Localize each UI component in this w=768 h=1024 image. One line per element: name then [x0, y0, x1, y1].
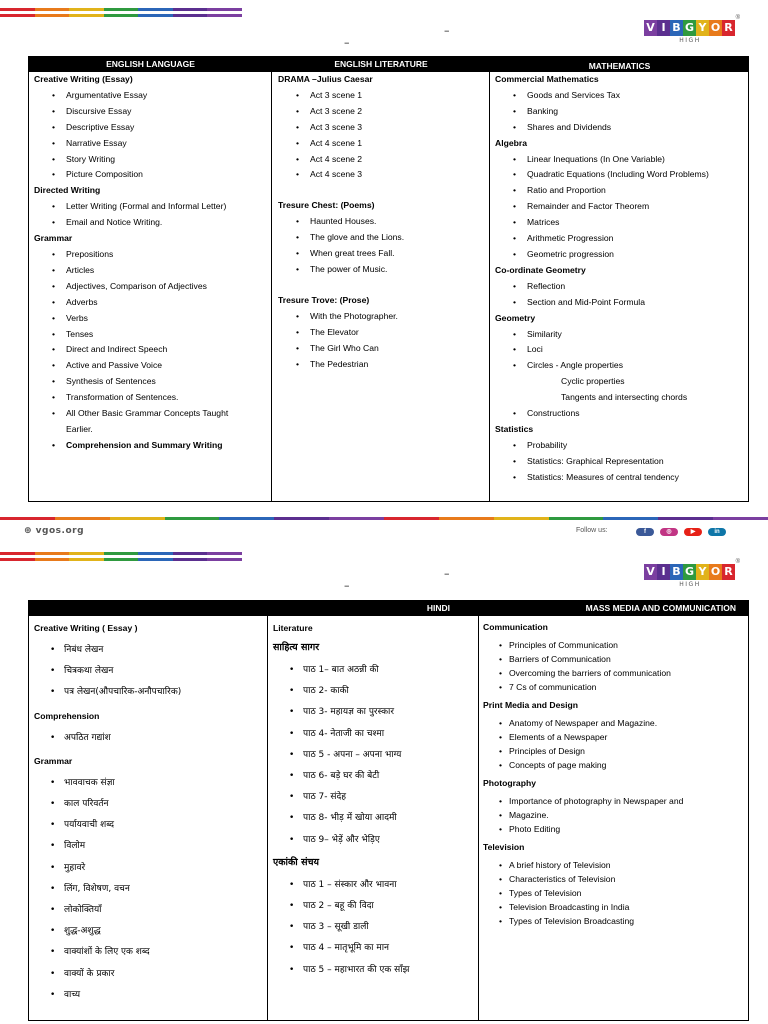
stripe-segment	[173, 558, 208, 561]
list-item: • पाठ 8- भीड़ में खोया आदमी	[273, 808, 477, 829]
list-item: • Discursive Essay	[34, 104, 270, 120]
hindi-column	[34, 616, 264, 1006]
section-heading: Algebra	[495, 137, 527, 148]
stripe-segment	[104, 552, 139, 555]
stripe-segment	[104, 14, 139, 17]
vibgyor-logo: V I B G Y O R HIGH ®	[644, 564, 736, 594]
list-item: • वाक्यों के प्रकार	[34, 964, 264, 985]
list-item: • शुद्ध-अशुद्ध	[34, 921, 264, 942]
stripe-segment	[35, 8, 70, 11]
list-item: • Principles of Design	[483, 744, 745, 758]
list-item: • Haunted Houses.	[278, 214, 488, 230]
list-item: • पत्र लेखन(औपचारिक-अनौपचारिक)	[34, 682, 264, 703]
list-item: • Quadratic Equations (Including Word Problems)	[495, 167, 747, 183]
section-heading: Statistics	[495, 423, 534, 434]
bullet-list	[34, 773, 264, 1006]
syllabus-table-1	[28, 56, 749, 502]
logo-letter: V	[644, 20, 657, 36]
youtube-icon[interactable]: ▶	[684, 528, 702, 536]
list-item: • 7 Cs of communication	[483, 680, 745, 694]
stripe-segment	[549, 517, 604, 520]
syllabus-table-2	[28, 600, 749, 1021]
list-item: • The Girl Who Can	[278, 341, 488, 357]
list-item: • Similarity	[495, 327, 747, 343]
list-item: • पाठ 1– बात अठन्नी की	[273, 660, 477, 681]
stripe-segment	[0, 14, 35, 17]
list-item: • Argumentative Essay	[34, 88, 270, 104]
list-item: • Importance of photography in Newspaper and	[483, 794, 745, 808]
logo-letter: G	[684, 565, 695, 578]
list-item: • Statistics: Graphical Representation	[495, 454, 747, 470]
mass-media-column	[483, 616, 745, 928]
stripe-segment	[0, 558, 35, 561]
stripe-segment	[69, 14, 104, 17]
logo-letter: Y	[696, 20, 709, 36]
logo-letter: G	[684, 21, 695, 34]
list-item: • Statistics: Measures of central tendency	[495, 470, 747, 486]
stripe-segment	[207, 14, 242, 17]
stripe-segment	[110, 517, 165, 520]
list-item: • Probability	[495, 438, 747, 454]
logo-letter: R	[722, 564, 735, 580]
list-item: • Ratio and Proportion	[495, 183, 747, 199]
list-item: • वाक्यांशों के लिए एक शब्द	[34, 942, 264, 963]
logo-letter: R	[722, 20, 735, 36]
list-item: • Circles - Angle properties	[495, 358, 747, 374]
bottom-stripe	[0, 517, 768, 520]
list-item: • पाठ 1 – संस्कार और भावना	[273, 875, 477, 896]
list-item: • When great trees Fall.	[278, 246, 488, 262]
logo-letter: B	[670, 20, 683, 36]
list-item: • निबंध लेखन	[34, 640, 264, 661]
list-item: • A brief history of Television	[483, 858, 745, 872]
list-item: • Reflection	[495, 279, 747, 295]
bullet-list	[278, 88, 488, 183]
list-item: • पर्यायवाची शब्द	[34, 815, 264, 836]
list-item: • Act 4 scene 3	[278, 167, 488, 183]
stripe-segment	[138, 8, 173, 11]
list-item: • Matrices	[495, 215, 747, 231]
stripe-segment	[207, 552, 242, 555]
list-item: • The Pedestrian	[278, 357, 488, 373]
section-heading: DRAMA –Julius Caesar	[278, 74, 373, 84]
list-item: • Shares and Dividends	[495, 120, 747, 136]
top-stripe-1	[0, 8, 242, 20]
list-item: • पाठ 5 - अपना – अपना भाग्य	[273, 745, 477, 766]
list-item: • अपठित गद्यांश	[34, 728, 264, 749]
list-item: • चित्रकथा लेखन	[34, 661, 264, 682]
section-heading: Print Media and Design	[483, 700, 579, 710]
bullet-list	[34, 640, 264, 704]
logo-letter: V	[644, 564, 657, 580]
list-item: • भाववाचक संज्ञा	[34, 773, 264, 794]
list-item: • पाठ 2 – बहू की विदा	[273, 896, 477, 917]
section-heading: Commercial Mathematics	[495, 74, 599, 84]
header-english-language: ENGLISH LANGUAGE	[106, 59, 195, 69]
bullet-list	[495, 152, 747, 263]
list-item: • Arithmetic Progression	[495, 231, 747, 247]
stripe-segment	[658, 517, 713, 520]
english-language-column	[34, 72, 270, 454]
header-dash: –	[444, 567, 450, 580]
list-item: • पाठ 4- नेताजी का चश्मा	[273, 724, 477, 745]
literature-column	[273, 616, 477, 981]
list-item: • Act 3 scene 3	[278, 120, 488, 136]
list-item: • Descriptive Essay	[34, 120, 270, 136]
list-item: • Adjectives, Comparison of Adjectives	[34, 279, 270, 295]
list-item: • Loci	[495, 342, 747, 358]
bullet-list	[273, 875, 477, 981]
stripe-segment	[138, 552, 173, 555]
list-item: • Overcoming the barriers of communication	[483, 666, 745, 680]
list-item: • पाठ 2- काकी	[273, 681, 477, 702]
list-item: • Story Writing	[34, 152, 270, 168]
spacer	[278, 183, 488, 198]
section-heading: Co-ordinate Geometry	[495, 264, 586, 275]
follow-us-label: Follow us:	[576, 527, 608, 534]
stripe-segment	[138, 14, 173, 17]
stripe-segment	[384, 517, 439, 520]
list-item: • Linear Inequations (In One Variable)	[495, 152, 747, 168]
list-item: • Adverbs	[34, 295, 270, 311]
stripe-segment	[274, 517, 329, 520]
list-item: • पाठ 3- महायज्ञ का पुरस्कार	[273, 702, 477, 723]
header-english-literature: ENGLISH LITERATURE	[334, 59, 428, 69]
list-item: • पाठ 4 – मातृभूमि का मान	[273, 938, 477, 959]
stripe-segment	[69, 552, 104, 555]
list-item: • Transformation of Sentences.	[34, 390, 270, 406]
logo-letter: I	[657, 20, 670, 36]
list-item: • Direct and Indirect Speech	[34, 342, 270, 358]
section-heading: Tresure Trove: (Prose)	[278, 294, 370, 305]
section-heading: Grammar	[34, 233, 73, 244]
header-dash: –	[344, 36, 350, 49]
list-item: • Active and Passive Voice	[34, 358, 270, 374]
stripe-segment	[35, 14, 70, 17]
list-item: • The power of Music.	[278, 262, 488, 278]
section-heading: Geometry	[495, 312, 536, 323]
list-item: • The glove and the Lions.	[278, 230, 488, 246]
list-item: Cyclic properties	[561, 376, 625, 387]
stripe-segment	[207, 558, 242, 561]
section-heading: Directed Writing	[34, 185, 101, 196]
stripe-segment	[104, 8, 139, 11]
list-item: • Comprehension and Summary Writing	[34, 438, 270, 454]
top-stripe-2	[0, 552, 242, 564]
stripe-segment	[439, 517, 494, 520]
list-item: • Photo Editing	[483, 822, 745, 836]
list-item: • Elements of a Newspaper	[483, 730, 745, 744]
list-item: Tangents and intersecting chords	[561, 392, 688, 403]
header-dash: –	[444, 24, 450, 37]
list-item: • विलोम	[34, 836, 264, 857]
stripe-segment	[173, 14, 208, 17]
list-item: • All Other Basic Grammar Concepts Taught	[34, 406, 270, 422]
bullet-list	[34, 728, 264, 749]
logo-letter: O	[710, 565, 721, 578]
list-item: • Constructions	[495, 406, 747, 422]
bullet-list	[34, 247, 270, 454]
header-mass-media: MASS MEDIA AND COMMUNICATION	[585, 603, 736, 613]
list-item: • Types of Television Broadcasting	[483, 914, 745, 928]
list-item: • Letter Writing (Formal and Informal Letter)	[34, 199, 270, 215]
instagram-icon[interactable]: ◎	[660, 528, 678, 536]
list-item: • Email and Notice Writing.	[34, 215, 270, 231]
list-item: • लोकोक्तियाँ	[34, 900, 264, 921]
bullet-list	[495, 327, 747, 422]
logo-letter: I	[657, 564, 670, 580]
section-heading: साहित्य सागर	[273, 642, 320, 653]
list-item: • Picture Composition	[34, 167, 270, 183]
stripe-segment	[207, 8, 242, 11]
bullet-list	[483, 638, 745, 694]
list-item: • वाच्य	[34, 985, 264, 1006]
stripe-segment	[69, 558, 104, 561]
list-item: • Narrative Essay	[34, 136, 270, 152]
stripe-segment	[0, 552, 35, 555]
list-item: Earlier.	[66, 423, 93, 434]
section-heading: Television	[483, 842, 525, 852]
bullet-list	[34, 199, 270, 231]
mathematics-column	[495, 72, 747, 486]
bullet-list	[483, 716, 745, 772]
logo-letter: O	[710, 21, 721, 34]
section-heading: Grammar	[34, 755, 73, 766]
section-heading: Creative Writing ( Essay )	[34, 623, 138, 633]
stripe-segment	[713, 517, 768, 520]
stripe-segment	[165, 517, 220, 520]
stripe-segment	[173, 552, 208, 555]
list-item: • Section and Mid-Point Formula	[495, 295, 747, 311]
vibgyor-logo: V I B G Y O R HIGH ®	[644, 20, 736, 50]
list-item: • Anatomy of Newspaper and Magazine.	[483, 716, 745, 730]
bullet-list	[483, 858, 745, 928]
stripe-segment	[138, 558, 173, 561]
header-dash: –	[344, 579, 350, 592]
stripe-segment	[69, 8, 104, 11]
stripe-segment	[35, 558, 70, 561]
stripe-segment	[329, 517, 384, 520]
bullet-list	[483, 794, 745, 836]
list-item: • पाठ 3 – सूखी डाली	[273, 917, 477, 938]
list-item: • पाठ 7- संदेह	[273, 787, 477, 808]
list-item: • Act 3 scene 2	[278, 104, 488, 120]
section-heading: Creative Writing (Essay)	[34, 74, 133, 84]
list-item: • Principles of Communication	[483, 638, 745, 652]
stripe-segment	[0, 8, 35, 11]
list-item: • Television Broadcasting in India	[483, 900, 745, 914]
logo-letter: Y	[696, 564, 709, 580]
stripe-segment	[35, 552, 70, 555]
section-heading: Communication	[483, 622, 548, 632]
list-item: • Barriers of Communication	[483, 652, 745, 666]
stripe-segment	[219, 517, 274, 520]
bullet-list	[278, 309, 488, 373]
stripe-segment	[603, 517, 658, 520]
list-item: • Banking	[495, 104, 747, 120]
english-literature-column	[278, 72, 488, 372]
list-item: • With the Photographer.	[278, 309, 488, 325]
list-item: • Act 4 scene 1	[278, 136, 488, 152]
list-item: • Act 4 scene 2	[278, 152, 488, 168]
section-heading: Literature	[273, 623, 313, 633]
section-heading: Tresure Chest: (Poems)	[278, 200, 375, 211]
stripe-segment	[55, 517, 110, 520]
list-item: • पाठ 9– भेड़ें और भेड़िए	[273, 830, 477, 851]
list-item: • Geometric progression	[495, 247, 747, 263]
list-item: • Act 3 scene 1	[278, 88, 488, 104]
bullet-list	[495, 279, 747, 311]
list-item: • Articles	[34, 263, 270, 279]
list-item: • The Elevator	[278, 325, 488, 341]
header-mathematics: MATHEMATICS	[588, 61, 651, 71]
stripe-segment	[173, 8, 208, 11]
logo-letter: B	[670, 564, 683, 580]
stripe-segment	[104, 558, 139, 561]
list-item: • Characteristics of Television	[483, 872, 745, 886]
list-item: • Tenses	[34, 327, 270, 343]
bullet-list	[278, 214, 488, 278]
list-item: • Magazine.	[483, 808, 745, 822]
bullet-list	[495, 88, 747, 136]
bullet-list	[34, 88, 270, 183]
list-item: • Remainder and Factor Theorem	[495, 199, 747, 215]
list-item: • काल परिवर्तन	[34, 794, 264, 815]
header-hindi: HINDI	[426, 603, 450, 613]
list-item: • मुहावरे	[34, 858, 264, 879]
list-item: • Prepositions	[34, 247, 270, 263]
linkedin-icon[interactable]: in	[708, 528, 726, 536]
stripe-segment	[494, 517, 549, 520]
list-item: • पाठ 6- बड़े घर की बेटी	[273, 766, 477, 787]
list-item: • Concepts of page making	[483, 758, 745, 772]
list-item: • Types of Television	[483, 886, 745, 900]
list-item: • Verbs	[34, 311, 270, 327]
section-heading: Photography	[483, 778, 536, 788]
list-item: • लिंग, विशेषण, वचन	[34, 879, 264, 900]
bullet-list	[495, 438, 747, 486]
list-item: • Goods and Services Tax	[495, 88, 747, 104]
facebook-icon[interactable]: f	[636, 528, 654, 536]
list-item: • Synthesis of Sentences	[34, 374, 270, 390]
section-heading: एकांकी संचय	[273, 856, 320, 868]
section-heading: Comprehension	[34, 710, 100, 721]
list-item: • पाठ 5 – महाभारत की एक साँझ	[273, 960, 477, 981]
stripe-segment	[0, 517, 55, 520]
bullet-list	[273, 660, 477, 851]
website-link[interactable]: ⊕ vgos.org	[24, 526, 85, 536]
spacer	[278, 278, 488, 293]
